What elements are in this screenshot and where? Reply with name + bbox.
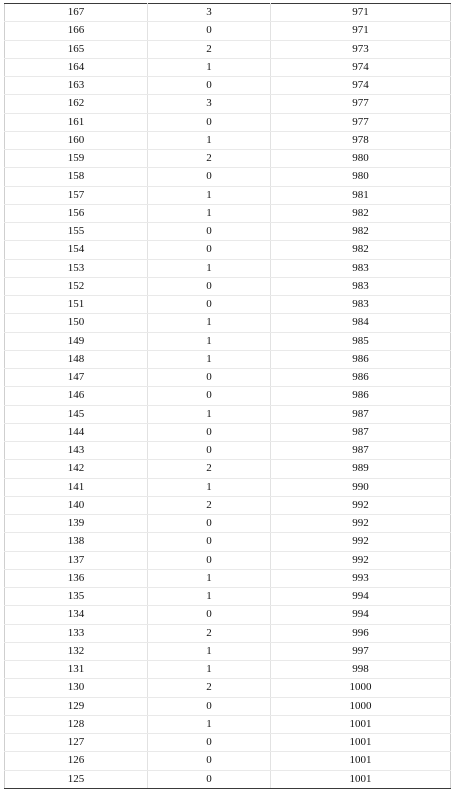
cell-id: 149: [5, 332, 148, 350]
cell-id: 144: [5, 423, 148, 441]
cell-cumulative: 1000: [271, 697, 451, 715]
cell-cumulative: 986: [271, 387, 451, 405]
cell-count: 0: [148, 423, 271, 441]
cell-cumulative: 1001: [271, 752, 451, 770]
table-row: [5, 533, 451, 551]
cell-id: 166: [5, 22, 148, 40]
cell-cumulative: 982: [271, 241, 451, 259]
cell-id: 127: [5, 734, 148, 752]
cell-cumulative: 983: [271, 296, 451, 314]
cell-id: 139: [5, 515, 148, 533]
cell-id: 156: [5, 204, 148, 222]
table-row: [5, 296, 451, 314]
cell-id: 135: [5, 588, 148, 606]
cell-id: 154: [5, 241, 148, 259]
table-row: [5, 551, 451, 569]
table-row: [5, 387, 451, 405]
cell-cumulative: 998: [271, 661, 451, 679]
cell-id: 155: [5, 223, 148, 241]
cell-cumulative: 986: [271, 350, 451, 368]
table-row: [5, 369, 451, 387]
cell-id: 145: [5, 405, 148, 423]
cell-count: 1: [148, 58, 271, 76]
cell-count: 0: [148, 369, 271, 387]
table-row: [5, 734, 451, 752]
cell-id: 150: [5, 314, 148, 332]
cell-cumulative: 994: [271, 606, 451, 624]
table-row: [5, 314, 451, 332]
cell-id: 132: [5, 642, 148, 660]
cell-count: 0: [148, 606, 271, 624]
cell-id: 140: [5, 496, 148, 514]
cell-id: 152: [5, 277, 148, 295]
cell-count: 0: [148, 515, 271, 533]
cell-id: 159: [5, 150, 148, 168]
cell-cumulative: 977: [271, 95, 451, 113]
cell-cumulative: 986: [271, 369, 451, 387]
cell-cumulative: 973: [271, 40, 451, 58]
cell-cumulative: 992: [271, 533, 451, 551]
cell-id: 165: [5, 40, 148, 58]
cell-cumulative: 996: [271, 624, 451, 642]
cell-count: 0: [148, 697, 271, 715]
cell-id: 147: [5, 369, 148, 387]
cell-id: 146: [5, 387, 148, 405]
cell-cumulative: 1001: [271, 715, 451, 733]
cell-cumulative: 987: [271, 423, 451, 441]
cell-count: 2: [148, 460, 271, 478]
table-row: [5, 661, 451, 679]
cell-id: 129: [5, 697, 148, 715]
cell-count: 1: [148, 661, 271, 679]
cell-count: 1: [148, 332, 271, 350]
cell-count: 0: [148, 241, 271, 259]
cell-id: 148: [5, 350, 148, 368]
cell-cumulative: 990: [271, 478, 451, 496]
cell-id: 138: [5, 533, 148, 551]
table-row: [5, 770, 451, 788]
cell-count: 2: [148, 150, 271, 168]
cell-id: 125: [5, 770, 148, 788]
table-row: [5, 259, 451, 277]
cell-count: 3: [148, 95, 271, 113]
table-row: [5, 752, 451, 770]
cell-count: 0: [148, 770, 271, 788]
cell-cumulative: 971: [271, 22, 451, 40]
cell-count: 1: [148, 259, 271, 277]
cell-count: 0: [148, 113, 271, 131]
table-row: [5, 606, 451, 624]
cell-count: 1: [148, 314, 271, 332]
cell-count: 1: [148, 131, 271, 149]
cell-count: 0: [148, 387, 271, 405]
cell-count: 1: [148, 478, 271, 496]
cell-id: 134: [5, 606, 148, 624]
cell-count: 1: [148, 405, 271, 423]
cell-count: 1: [148, 186, 271, 204]
cell-id: 136: [5, 569, 148, 587]
cell-id: 142: [5, 460, 148, 478]
cell-cumulative: 974: [271, 77, 451, 95]
table-row: [5, 22, 451, 40]
table-row: [5, 679, 451, 697]
cell-cumulative: 992: [271, 515, 451, 533]
cell-count: 1: [148, 715, 271, 733]
cell-count: 2: [148, 679, 271, 697]
cell-count: 0: [148, 223, 271, 241]
cell-id: 143: [5, 442, 148, 460]
cell-cumulative: 974: [271, 58, 451, 76]
cell-count: 0: [148, 752, 271, 770]
cell-id: 141: [5, 478, 148, 496]
cell-count: 2: [148, 624, 271, 642]
cell-cumulative: 985: [271, 332, 451, 350]
cell-cumulative: 997: [271, 642, 451, 660]
cell-count: 0: [148, 22, 271, 40]
table-row: [5, 150, 451, 168]
table-row: [5, 40, 451, 58]
cell-count: 2: [148, 40, 271, 58]
cell-cumulative: 993: [271, 569, 451, 587]
cell-count: 1: [148, 350, 271, 368]
table-row: [5, 569, 451, 587]
cell-count: 0: [148, 168, 271, 186]
cell-cumulative: 1000: [271, 679, 451, 697]
cell-id: 137: [5, 551, 148, 569]
table-row: [5, 204, 451, 222]
table-row: [5, 442, 451, 460]
table-row: [5, 131, 451, 149]
table-row: [5, 624, 451, 642]
cell-id: 158: [5, 168, 148, 186]
cell-cumulative: 983: [271, 259, 451, 277]
cell-id: 153: [5, 259, 148, 277]
cell-count: 0: [148, 442, 271, 460]
cell-cumulative: 992: [271, 496, 451, 514]
cell-count: 0: [148, 551, 271, 569]
cell-cumulative: 978: [271, 131, 451, 149]
cell-cumulative: 989: [271, 460, 451, 478]
cell-id: 162: [5, 95, 148, 113]
cell-id: 131: [5, 661, 148, 679]
cell-id: 163: [5, 77, 148, 95]
cell-count: 1: [148, 588, 271, 606]
table-row: [5, 113, 451, 131]
table-row: [5, 95, 451, 113]
table-row: [5, 515, 451, 533]
cell-count: 1: [148, 569, 271, 587]
cell-id: 167: [5, 4, 148, 22]
cell-id: 161: [5, 113, 148, 131]
table-row: [5, 4, 451, 22]
table-row: [5, 277, 451, 295]
cell-cumulative: 992: [271, 551, 451, 569]
cell-id: 130: [5, 679, 148, 697]
cell-id: 128: [5, 715, 148, 733]
table-row: [5, 460, 451, 478]
cell-cumulative: 982: [271, 223, 451, 241]
table-body: [5, 4, 451, 789]
table-row: [5, 642, 451, 660]
cell-count: 0: [148, 734, 271, 752]
cell-count: 0: [148, 277, 271, 295]
cell-cumulative: 982: [271, 204, 451, 222]
cell-count: 3: [148, 4, 271, 22]
table-row: [5, 168, 451, 186]
table-row: [5, 186, 451, 204]
table-row: [5, 496, 451, 514]
cell-count: 1: [148, 642, 271, 660]
table-row: [5, 350, 451, 368]
cell-id: 164: [5, 58, 148, 76]
cell-cumulative: 980: [271, 168, 451, 186]
table-row: [5, 478, 451, 496]
cell-cumulative: 987: [271, 442, 451, 460]
cell-id: 160: [5, 131, 148, 149]
cell-cumulative: 981: [271, 186, 451, 204]
cell-count: 2: [148, 496, 271, 514]
table-row: [5, 697, 451, 715]
table-row: [5, 77, 451, 95]
cell-cumulative: 1001: [271, 734, 451, 752]
table-row: [5, 241, 451, 259]
cell-id: 126: [5, 752, 148, 770]
cell-count: 0: [148, 296, 271, 314]
cell-cumulative: 980: [271, 150, 451, 168]
frequency-table: [4, 3, 451, 789]
table-row: [5, 405, 451, 423]
cell-count: 0: [148, 533, 271, 551]
cell-count: 1: [148, 204, 271, 222]
cell-cumulative: 977: [271, 113, 451, 131]
cell-count: 0: [148, 77, 271, 95]
cell-cumulative: 971: [271, 4, 451, 22]
cell-id: 157: [5, 186, 148, 204]
table-row: [5, 423, 451, 441]
table-row: [5, 588, 451, 606]
cell-cumulative: 984: [271, 314, 451, 332]
table-row: [5, 332, 451, 350]
cell-cumulative: 987: [271, 405, 451, 423]
cell-cumulative: 994: [271, 588, 451, 606]
cell-id: 151: [5, 296, 148, 314]
table-row: [5, 223, 451, 241]
cell-cumulative: 1001: [271, 770, 451, 788]
table-row: [5, 715, 451, 733]
cell-id: 133: [5, 624, 148, 642]
table-row: [5, 58, 451, 76]
cell-cumulative: 983: [271, 277, 451, 295]
